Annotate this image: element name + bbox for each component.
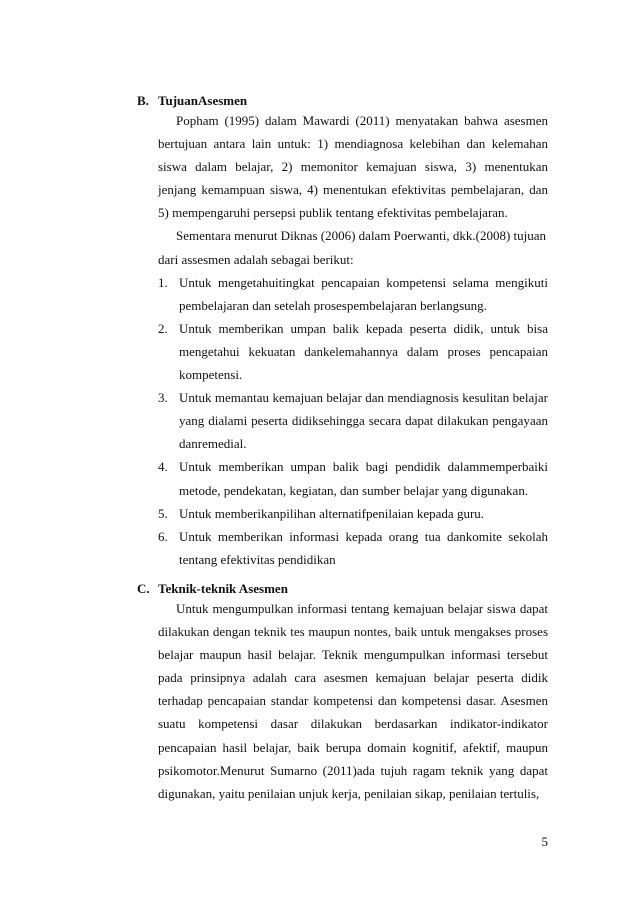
list-item	[158, 455, 548, 501]
section-c-paragraph-1: Untuk mengumpulkan informasi tentang kemajuan belajar siswa dapat dilakukan dengan teknik tes maupun nontes, baik untuk mengakses proses belajar maupun hasil belajar. Teknik mengumpulkan informasi tersebut pada prinsipnya adalah cara asesmen kemajuan belajar peserta didik terhadap pencapaian standar kompetensi dan kompetensi dasar. Asesmen suatu kompetensi dasar dilakukan berdasarkan indikator-indikator pencapaian hasil belajar, baik berupa domain kognitif, afektif, maupun psikomotor.Menurut Sumarno (2011)ada tujuh ragam teknik yang dapat digunakan, yaitu penilaian unjuk kerja, penilaian sikap, penilaian tertulis,	[158, 601, 548, 801]
list-item	[158, 271, 548, 317]
section-c-body	[158, 597, 548, 805]
list-item	[158, 502, 548, 525]
list-item	[158, 317, 548, 386]
list-item-number: 6.	[158, 528, 168, 544]
section-b-label: B.	[137, 93, 149, 108]
list-item-text: Untuk mengetahuitingkat pencapaian kompetensi selama mengikuti pembelajaran dan setelah prosespembelajaran berlangsung.	[179, 274, 548, 313]
list-item-text: Untuk memberikan informasi kepada orang tua dankomite sekolah tentang efektivitas pendidikan	[179, 528, 548, 567]
page-number: 5	[541, 834, 548, 849]
list-item-text: Untuk memberikan umpan balik kepada peserta didik, untuk bisa mengetahui kekuatan dankelemahannya dalam proses pencapaian kompetensi.	[179, 320, 548, 383]
section-b-body	[158, 109, 548, 571]
section-c-title: Teknik-teknik Asesmen	[158, 581, 288, 596]
section-c-heading	[137, 581, 288, 597]
section-b-paragraph-1: Popham (1995) dalam Mawardi (2011) menyatakan bahwa asesmen bertujuan antara lain untuk: 1) mendiagnosa kelebihan dan kelemahan siswa dalam belajar, 2) memonitor kemajuan siswa, 3) menentukan jenjang kemampuan siswa, 4) menentukan efektivitas pembelajaran, dan 5) mempengaruhi persepsi publik tentang efektivitas pembelajaran.	[158, 113, 548, 221]
section-b-list	[158, 271, 548, 571]
list-item-text: Untuk memberikanpilihan alternatifpenilaian kepada guru.	[179, 505, 485, 521]
section-b-paragraph-2: Sementara menurut Diknas (2006) dalam Poerwanti, dkk.(2008) tujuan	[176, 228, 547, 244]
section-b-title: TujuanAsesmen	[158, 93, 248, 108]
list-item	[158, 525, 548, 571]
section-b-heading	[137, 93, 247, 109]
list-item-text: Untuk memantau kemajuan belajar dan mendiagnosis kesulitan belajar yang dialami peserta didiksehingga secara dapat dilakukan pengayaan danremedial.	[179, 390, 548, 452]
list-item-number: 2.	[158, 320, 168, 336]
list-item-number: 4.	[158, 459, 168, 475]
list-item-number: 5.	[158, 505, 168, 521]
list-item-number: 1.	[158, 274, 168, 290]
section-c-label: C.	[137, 581, 150, 596]
section-b-paragraph-2-cont: dari assesmen adalah sebagai berikut:	[158, 251, 354, 267]
list-item-text: Untuk memberikan umpan balik bagi pendidik dalammemperbaiki metode, pendekatan, kegiatan, dan sumber belajar yang digunakan.	[179, 459, 548, 498]
list-item	[158, 386, 548, 455]
list-item-number: 3.	[158, 390, 168, 406]
